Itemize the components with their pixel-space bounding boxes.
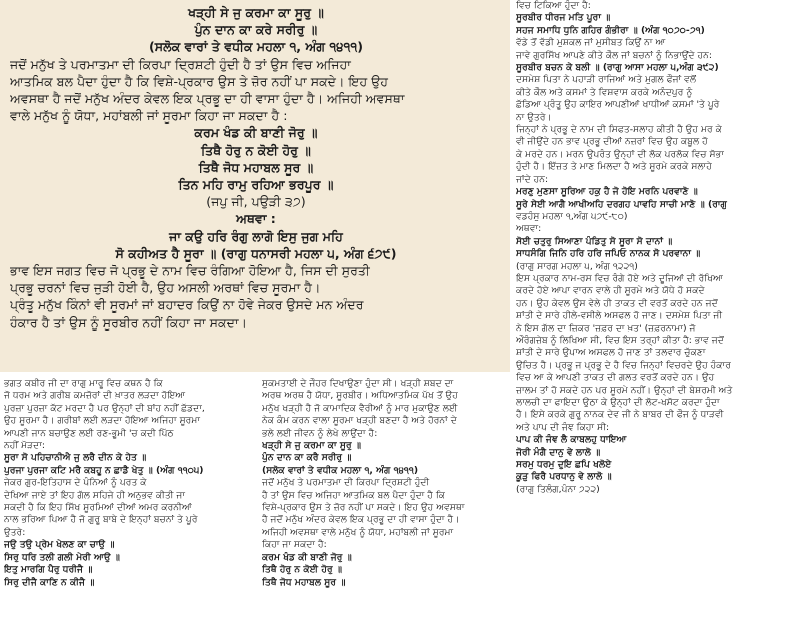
right-column-line: ਕੂੜੁ ਫਿਰੈ ਪਰਧਾਨੁ ਵੇ ਲਾਲੋ ॥: [516, 471, 612, 483]
right-column-line: ਜਿਨ੍ਹਾਂ ਨੇ ਪ੍ਰਭੂ ਦੇ ਨਾਮ ਦੀ ਸਿਫਤ-ਸਲਾਹ ਕੀਤੀ ਹੈ ਉਹ ਮਰ ਕੇ: [516, 124, 722, 136]
bottom-middle-line: ਖੜ੍ਹੀ ਸੇ ਜੁ ਕਰਮਾ ਕਾ ਸੂਰੁ ॥: [262, 440, 362, 452]
right-column-line: ਮਰਣੁ ਮੁਣਸਾ ਸੂਰਿਆ ਹਕੁ ਹੈ ਜੋ ਹੋਇ ਮਰਨਿ ਪਰਵਾਣੋ ॥: [516, 186, 698, 198]
bottom-left-line: ਨਾਲ ਭਰਿਆ ਪਿਆ ਹੈ ਜੋ ਗੁਰੂ ਬਾਬੇ ਦੇ ਇਨ੍ਹਾਂ ਬਚਨਾਂ ਤੇ ਪੂਰੇ: [4, 514, 198, 526]
quote-line: (ਸਲੋਕ ਵਾਰਾਂ ਤੇ ਵਧੀਕ ਮਹਲਾ ੧, ਅੰਗ ੧੪੧੧): [149, 39, 363, 55]
right-column-line: ਕੇ ਮਰਦੇ ਹਨ। ਮਰਨ ਉਪਰੰਤ ਉਨ੍ਹਾਂ ਦੀ ਲੋਕ ਪਰਲੋਕ ਵਿਚ ਸੋਭਾ: [516, 148, 724, 160]
right-column-line: ਹਨ। ਉਹ ਕੇਵਲ ਉਸ ਵੇਲੇ ਹੀ ਤਾਕਤ ਦੀ ਵਰਤੋਂ ਕਰਦੇ ਹਨ ਜਦੋਂ: [516, 297, 718, 309]
right-column-line: ਨੇ ਇਸ ਗੱਲ ਦਾ ਜ਼ਿਕਰ 'ਜ਼ਫ਼ਰ ਦਾ ਖ਼ਤ' (ਜ਼ਫ਼ਰਨਾਮਾ) ਜੋ: [516, 322, 696, 334]
right-column-line: ਸਰਮੁ ਧਰਮੁ ਦੁਇ ਛਪਿ ਖਲੋਏ: [516, 459, 612, 471]
bottom-middle-line: ਸੁਕਮਤਾਈ ਦੇ ਜੌਹਰ ਦਿਖਾਉਣਾ ਹੁੰਦਾ ਸੀ। ਖੜ੍ਹੀ ਸ਼ਬਦ ਦਾ: [262, 378, 454, 389]
bottom-left-line: ਸਕਦੀ ਹੈ ਕਿ ਇਹ ਸਿੱਖ ਸੂਰਮਿਆਂ ਦੀਆਂ ਅਮਰ ਕਰਨੀਆਂ: [4, 502, 192, 514]
bottom-middle-line: ਕਿਹਾ ਜਾ ਸਕਦਾ ਹੈ:: [262, 539, 327, 551]
quote-line: ਜਦੋਂ ਮਨੁੱਖ ਤੇ ਪਰਮਾਤਮਾ ਦੀ ਕਿਰਪਾ ਦ੍ਰਿਸ਼ਟੀ ਹੁੰਦੀ ਹੈ ਤਾਂ ਉਸ ਵਿਚ ਅਜਿਹਾ: [10, 56, 351, 72]
right-column-line: ਪਾਪ ਕੀ ਜੰਞ ਲੈ ਕਾਬਲਹੁ ਧਾਇਆ: [516, 434, 627, 446]
quote-line: ਕਰਮ ਖੰਡ ਕੀ ਬਾਣੀ ਜੋਰੁ ॥: [194, 125, 318, 141]
bottom-middle-line: ਕਰਮ ਖੰਡ ਕੀ ਬਾਣੀ ਜੋਰੁ ॥: [262, 551, 352, 563]
quote-line: ਅਵਸਥਾ ਹੈ ਜਦੋਂ ਮਨੁੱਖ ਅੰਦਰ ਕੇਵਲ ਇਕ ਪ੍ਰਭੂ ਦਾ ਹੀ ਵਾਸਾ ਹੁੰਦਾ ਹੈ। ਅਜਿਹੀ ਅਵਸਥਾ: [10, 91, 405, 107]
bottom-left-line: ਸਿਰੁ ਧਰਿ ਤਲੀ ਗਲੀ ਮੇਰੀ ਆਉ ॥: [4, 551, 120, 563]
right-column-line: ਸਹਜ ਸਮਾਧਿ ਧੁਨਿ ਗਹਿਰ ਗੰਭੀਰਾ ॥ (ਅੰਗ ੧੦੭੦-੭੧): [516, 24, 705, 36]
right-column-line: ਵਿਚ ਆ ਕੇ ਆਪਣੀ ਤਾਕਤ ਦੀ ਗਲਤ ਵਰਤੋਂ ਕਰਦੇ ਹਨ। ਉਹ: [516, 372, 715, 384]
right-column-text: [516, 0, 798, 621]
right-column-line: ਕਰਦੇ ਹੋਏ ਆਪਾ ਵਾਰਨ ਵਾਲੇ ਹੀ ਸੂਰਮੇ ਅਤੇ ਯੋਧੇ ਹੋ ਸਕਦੇ: [516, 285, 705, 297]
highlighted-quote-box: [0, 0, 510, 372]
quote-line: ਹੰਕਾਰ ਹੈ ਤਾਂ ਉਸ ਨੂੰ ਸੂਰਬੀਰ ਨਹੀਂ ਕਿਹਾ ਜਾ ਸਕਦਾ।: [10, 314, 248, 330]
quote-line: ਅਥਵਾ :: [236, 211, 276, 227]
bottom-middle-line: ਅਜਿਹੀ ਅਵਸਥਾ ਵਾਲੇ ਮਨੁੱਖ ਨੂੰ ਯੋਧਾ, ਮਹਾਂਬਲੀ ਜਾਂ ਸੂਰਮਾ: [262, 526, 454, 538]
right-column-line: ਵਡਹੰਸੁ ਮਹਲਾ ੧,ਅੰਗ ੫੭੯-੮੦): [516, 210, 628, 222]
right-column-line: ਅਥਵਾ:: [516, 223, 542, 235]
right-column-line: ਹੁੰਦੀ ਹੈ। ਇੱਜ਼ਤ ਤੇ ਮਾਣ ਮਿਲਦਾ ਹੈ ਅਤੇ ਸੂਰਮੇ ਕਰਕੇ ਸਲਾਹੇ: [516, 161, 712, 173]
right-column-line: ਹੈ। ਇਸੇ ਕਰਕੇ ਗੁਰੂ ਨਾਨਕ ਦੇਵ ਜੀ ਨੇ ਬਾਬਰ ਦੀ ਫੌਜ ਨੂੰ ਧਾੜਵੀ: [516, 409, 724, 421]
bottom-middle-line: ਮਨੁੱਖ ਖੜ੍ਹੀ ਹੈ ਜੋ ਕਾਮਾਦਿਕ ਵੈਰੀਆਂ ਨੂੰ ਮਾਰ ਮੁਕਾਉਣ ਲਈ: [262, 402, 458, 414]
bottom-left-line: ਭਗਤ ਕਬੀਰ ਜੀ ਦਾ ਰਾਗੁ ਮਾਰੂ ਵਿਚ ਕਥਨ ਹੈ ਕਿ: [4, 378, 163, 389]
right-column-line: (ਰਾਗੁ ਸਾਰਗ ਮਹਲਾ ੫, ਅੰਗ ੧੨੨੧): [516, 260, 638, 272]
quote-line: ਸੋ ਕਹੀਅਤ ਹੈ ਸੂਰਾ ॥ (ਰਾਗੁ ਧਨਾਸਰੀ ਮਹਲਾ ੫, ਅੰਗ ੬੭੯): [115, 245, 397, 261]
bottom-left-line: ਸਿਰੁ ਦੀਜੈ ਕਾਣਿ ਨ ਕੀਜੈ ॥: [4, 576, 95, 588]
right-column-line: ਅਤੇ ਪਾਪ ਦੀ ਜੰਞ ਕਿਹਾ ਸੀ:: [516, 421, 610, 433]
bottom-left-line: ਜੋ ਧਰਮ ਅਤੇ ਗਰੀਬ ਕਮਜ਼ੋਰਾਂ ਦੀ ਖ਼ਾਤਰ ਲੜਦਾ ਹੋਇਆ: [4, 390, 186, 402]
right-column-line: ਵੱਡੇ ਤੋਂ ਵੱਡੀ ਮੁਸ਼ਕਲ ਜਾਂ ਮੁਸੀਬਤ ਕਿਉਂ ਨਾ ਆ: [516, 37, 666, 49]
bottom-left-line: ਦੇਖਿਆ ਜਾਏ ਤਾਂ ਇਹ ਗੱਲ ਸਹਿਜੇ ਹੀ ਅਨੁਭਵ ਕੀਤੀ ਜਾ: [4, 489, 186, 501]
bottom-middle-line: ਵਿਸ਼ੇ-ਪ੍ਰਕਾਰ ਉਸ ਤੇ ਜ਼ੋਰ ਨਹੀਂ ਪਾ ਸਕਦੇ। ਇਹ ਉਹ ਅਵਸਥਾ: [262, 502, 465, 514]
right-column-line: ਕੀਤੇ ਕੌਲ ਅਤੇ ਕਸਮਾਂ ਤੇ ਵਿਸ਼ਵਾਸ ਕਰਕੇ ਅਨੰਦਪੁਰ ਨੂੰ: [516, 86, 693, 98]
bottom-left-line: ਜੇਕਰ ਗੁਰ-ਇਤਿਹਾਸ ਦੇ ਪੰਨਿਆਂ ਨੂੰ ਪਰਤ ਕੇ: [4, 477, 147, 489]
bottom-middle-line: ਤਿਥੈ ਜੋਧ ਮਹਾਬਲ ਸੂਰ ॥: [262, 576, 346, 588]
bottom-left-line: ਪੁਰਜ਼ਾ ਪੁਰਜ਼ਾ ਕੱਟ ਮਰਦਾ ਹੈ ਪਰ ਉਨ੍ਹਾਂ ਦੀ ਬਾਂਹ ਨਹੀਂ ਛੱਡਦਾ,: [4, 402, 205, 414]
bottom-middle-line: ਅਰਥ ਅਰਥ ਹੈ ਯੋਧਾ, ਸੂਰਬੀਰ। ਅਧਿਆਤਮਿਕ ਪੱਖ ਤੋਂ ਉਹ: [262, 390, 458, 402]
quote-line: ਤਿਥੈ ਜੋਧ ਮਹਾਬਲ ਸੂਰ ॥: [198, 159, 314, 175]
bottom-left-line: ਸੂਰਾ ਸੋ ਪਹਿਚਾਨੀਐ ਜੁ ਲਰੈ ਦੀਨ ਕੇ ਹੇਤ ॥: [4, 452, 147, 464]
right-column-line: ਇਸ ਪ੍ਰਕਾਰ ਨਾਮ-ਰਸ ਵਿਚ ਰੰਗੇ ਹੋਏ ਅਤੇ ਦੂਜਿਆਂ ਦੀ ਰੱਖਿਆ: [516, 272, 724, 284]
quote-line: ਪ੍ਰੰਤੂ ਮਨੁੱਖ ਕਿੰਨਾਂ ਵੀ ਸੂਰਮਾਂ ਜਾਂ ਬਹਾਦਰ ਕਿਉਂ ਨਾ ਹੋਵੇ ਜੇਕਰ ਉਸਦੇ ਮਨ ਅੰਦਰ: [10, 297, 364, 313]
quote-line: ਜਾ ਕਉ ਹਰਿ ਰੰਗੁ ਲਾਗੋ ਇਸੁ ਜੁਗ ਮਹਿ: [169, 228, 343, 244]
right-column-line: ਦਸਮੇਸ਼ ਪਿਤਾ ਨੇ ਪਹਾੜੀ ਰਾਜਿਆਂ ਅਤੇ ਮੁਗਲ ਫੌਜਾਂ ਵਲੋਂ: [516, 74, 697, 86]
quote-line: ਵਾਲੇ ਮਨੁੱਖ ਨੂੰ ਯੋਧਾ, ਮਹਾਂਬਲੀ ਜਾਂ ਸੂਰਮਾ ਕਿਹਾ ਜਾ ਸਕਦਾ ਹੈ :: [10, 108, 288, 124]
quote-line: ਪ੍ਰਭੂ ਚਰਨਾਂ ਵਿਚ ਜੁੜੀ ਹੋਈ ਹੈ, ਉਹ ਅਸਲੀ ਅਰਥਾਂ ਵਿਚ ਸੂਰਮਾ ਹੈ।: [10, 280, 321, 296]
right-column-line: ਸ਼ਾਂਤੀ ਦੇ ਸਾਰੇ ਉਪਾਅ ਅਸਫਲ ਹੋ ਜਾਣ ਤਾਂ ਤਲਵਾਰ ਚੁੱਕਣਾ: [516, 347, 706, 359]
right-column-line: ਸੂਰਬੀਰ ਬਚਨ ਕੇ ਬਲੀ ॥ (ਰਾਗੁ ਆਸਾ ਮਹਲਾ ੫,ਅੰਗ ੩੯੨): [516, 62, 719, 74]
right-column-line: ਉਚਿਤ ਹੈ। ਪ੍ਰਭੂ ਜ ਪ੍ਰਭੂ ਦੇ ਹੈ ਵਿਚ ਜਿਨ੍ਹਾਂ ਵਿਚਰਦੇ ਉਹ ਹੰਕਾਰ: [516, 359, 731, 371]
quote-line: ਤਿਥੈ ਹੋਰੁ ਨ ਕੋਈ ਹੋਰੁ ॥: [201, 142, 311, 158]
bottom-middle-line: ਹੈ ਤਾਂ ਉਸ ਵਿਚ ਅਜਿਹਾ ਆਤਮਿਕ ਬਲ ਪੈਦਾ ਹੁੰਦਾ ਹੈ ਕਿ: [262, 489, 446, 501]
bottom-left-line: ਜਉ ਤਉ ਪ੍ਰੇਮ ਖੇਲਣ ਕਾ ਚਾਉ ॥: [4, 539, 115, 551]
bottom-left-line: ਨਹੀਂ ਮੋੜਦਾ:: [4, 440, 45, 452]
right-column-line: (ਰਾਗੁ ਤਿਲੰਗ,ਪੰਨਾ ੭੨੨): [516, 483, 600, 495]
bottom-middle-line: ਤਿਥੈ ਹੋਰੁ ਨ ਕੋਈ ਹੋਰੁ ॥: [262, 564, 343, 576]
quote-line: ਆਤਮਿਕ ਬਲ ਪੈਦਾ ਹੁੰਦਾ ਹੈ ਕਿ ਵਿਸ਼ੇ-ਪ੍ਰਕਾਰ ਉਸ ਤੇ ਜ਼ੋਰ ਨਹੀਂ ਪਾ ਸਕਦੇ। ਇਹ ਉਹ: [10, 73, 389, 89]
right-column-line: ਵੀ ਜੀਉਂਦੇ ਹਨ ਭਾਵ ਪ੍ਰਭੂ ਦੀਆਂ ਨਜ਼ਰਾਂ ਵਿਚ ਉਹ ਕਬੂਲ ਹੋ: [516, 136, 708, 148]
bottom-left-line: ਉਹ ਸੂਰਮਾ ਹੈ। ਗਰੀਬਾਂ ਲਈ ਲੜਦਾ ਹੋਇਆ ਅਜਿਹਾ ਸੂਰਮਾ: [4, 415, 201, 427]
quote-line: ਪੁੰਨ ਦਾਨ ਕਾ ਕਰੇ ਸਰੀਰੁ ॥: [194, 22, 318, 38]
bottom-middle-line: ਨੇਕ ਕੰਮ ਕਰਨ ਵਾਲਾ ਸੂਰਮਾ ਖੜ੍ਹੀ ਬਣਦਾ ਹੈ ਅਤੇ ਹੋਰਨਾਂ ਦੇ: [262, 415, 457, 427]
right-column-line: ਜ਼ਾਲਮ ਤਾਂ ਹੋ ਸਕਦੇ ਹਨ ਪਰ ਸੂਰਮੇ ਨਹੀਂ। ਉਨ੍ਹਾਂ ਦੀ ਬੇਸ਼ਰਮੀ ਅਤੇ: [516, 384, 733, 396]
bottom-middle-line: (ਸਲੋਕ ਵਾਰਾਂ ਤੇ ਵਧੀਕ ਮਹਲਾ ੧, ਅੰਗ ੧੪੧੧): [262, 464, 419, 476]
bottom-middle-line: ਜਦੋਂ ਮਨੁੱਖ ਤੇ ਪਰਮਾਤਮਾ ਦੀ ਕਿਰਪਾ ਦ੍ਰਿਸ਼ਟੀ ਹੁੰਦੀ: [262, 477, 430, 489]
bottom-left-line: ਉਤਰੇ:: [4, 526, 26, 538]
right-column-line: ਸੂਰੇ ਸੇਈ ਆਗੈ ਆਖੀਅਹਿ ਦਰਗਹ ਪਾਵਹਿ ਸਾਚੀ ਮਾਣੋ ॥ (ਰਾਗੁ: [516, 198, 727, 210]
bottom-left-column-text: [4, 378, 254, 621]
right-column-line: ਜਾਂਦੇ ਹਨ:: [516, 173, 549, 185]
bottom-middle-line: ਭਲੇ ਲਈ ਜੀਵਨ ਨੂੰ ਲੇਖੇ ਲਾਉਂਦਾ ਹੈ:: [262, 427, 378, 439]
quote-line: ਤਿਨ ਮਹਿ ਰਾਮੁ ਰਹਿਆ ਭਰਪੂਰ ॥: [178, 177, 334, 193]
right-column-line: ਸ਼ਾਂਤੀ ਦੇ ਸਾਰੇ ਹੀਲੇ-ਵਸੀਲੇ ਅਸਫਲ ਹੋ ਜਾਣ। ਦਸਮੇਸ਼ ਪਿਤਾ ਜੀ: [516, 310, 723, 322]
right-column-line: ਵਿਚ ਟਿਕਿਆ ਹੁੰਦਾ ਹੈ:: [516, 0, 591, 11]
quote-line: ਭਾਵ ਇਸ ਜਗਤ ਵਿਚ ਜੋ ਪ੍ਰਭੂ ਦੇ ਨਾਮ ਵਿਚ ਰੰਗਿਆ ਹੋਇਆ ਹੈ, ਜਿਸ ਦੀ ਸੁਰਤੀ: [10, 263, 370, 279]
right-column-line: ਸਾਧਸੰਗਿ ਜਿਨਿ ਹਰਿ ਹਰਿ ਜਪਿਓ ਨਾਨਕ ਸੋ ਪਰਵਾਨਾ ॥: [516, 248, 701, 260]
quote-line: ਖੜ੍ਹੀ ਸੇ ਜੁ ਕਰਮਾ ਕਾ ਸੂਰੁ ॥: [188, 5, 324, 20]
bottom-middle-column-text: [262, 378, 512, 621]
right-column-line: ਨਾ ਉਤਰੇ।: [516, 111, 552, 123]
right-column-line: ਸੂਰਬੀਰ ਧੀਰਜ ਮਤਿ ਪੂਰਾ ॥: [516, 12, 611, 24]
quote-line: (ਜਪੁ ਜੀ, ਪਉੜੀ ੩੭): [206, 194, 306, 210]
right-column-line: ਛੱਡਿਆ ਪ੍ਰੰਤੂ ਉਹ ਕਾਇਰ ਆਪਣੀਆਂ ਖਾਧੀਆਂ ਕਸਮਾਂ 'ਤੇ ਪੂਰੇ: [516, 99, 720, 111]
bottom-middle-line: ਹੈ ਜਦੋਂ ਮਨੁੱਖ ਅੰਦਰ ਕੇਵਲ ਇਕ ਪ੍ਰਭੂ ਦਾ ਹੀ ਵਾਸਾ ਹੁੰਦਾ ਹੈ।: [262, 514, 460, 526]
bottom-left-line: ਆਪਣੀ ਜਾਨ ਬਚਾਉਣ ਲਈ ਰਣ-ਭੂਮੀ 'ਚ ਕਦੀ ਪਿੱਠ: [4, 427, 174, 439]
right-column-line: ਔਰੰਗਜ਼ੇਬ ਨੂੰ ਲਿਖਿਆ ਸੀ, ਵਿਚ ਇਸ ਤਰ੍ਹਾਂ ਕੀਤਾ ਹੈ: ਭਾਵ ਜਦੋਂ: [516, 334, 724, 346]
bottom-left-line: ਇਤੁ ਮਾਰਗਿ ਪੈਰੁ ਧਰੀਜੈ ॥: [4, 564, 93, 576]
bottom-middle-line: ਪੁੰਨ ਦਾਨ ਕਾ ਕਰੈ ਸਰੀਰੁ ॥: [262, 452, 352, 464]
right-column-line: ਜੋਰੀ ਮੰਗੈ ਦਾਨੁ ਵੇ ਲਾਲੋ ॥: [516, 446, 601, 458]
bottom-left-line: ਪੁਰਜਾ ਪੁਰਜਾ ਕਟਿ ਮਰੈ ਕਬਹੂ ਨ ਛਾਡੈ ਖੇਤੁ ॥ (ਅੰਗ ੧੧੦੫): [4, 464, 204, 476]
right-column-line: ਜਾਵੇ ਗੁਰਸਿੱਖ ਆਪਣੇ ਕੀਤੇ ਕੌਲ ਜਾਂ ਬਚਨਾਂ ਨੂੰ ਨਿਭਾਉਂਦੇ ਹਨ:: [516, 49, 712, 61]
right-column-line: ਲਾਲਚੀ ਦਾ ਫਾਇਦਾ ਉਠਾ ਕੇ ਉਨ੍ਹਾਂ ਦੀ ਲੋਟ-ਖਸੋਟ ਕਰਦਾ ਹੁੰਦਾ: [516, 397, 720, 408]
right-column-line: ਸੋਈ ਚਤੁਰੁ ਸਿਆਣਾ ਪੰਡਿਤੁ ਸੋ ਸੂਰਾ ਸੋ ਦਾਨਾਂ ॥: [516, 235, 673, 247]
